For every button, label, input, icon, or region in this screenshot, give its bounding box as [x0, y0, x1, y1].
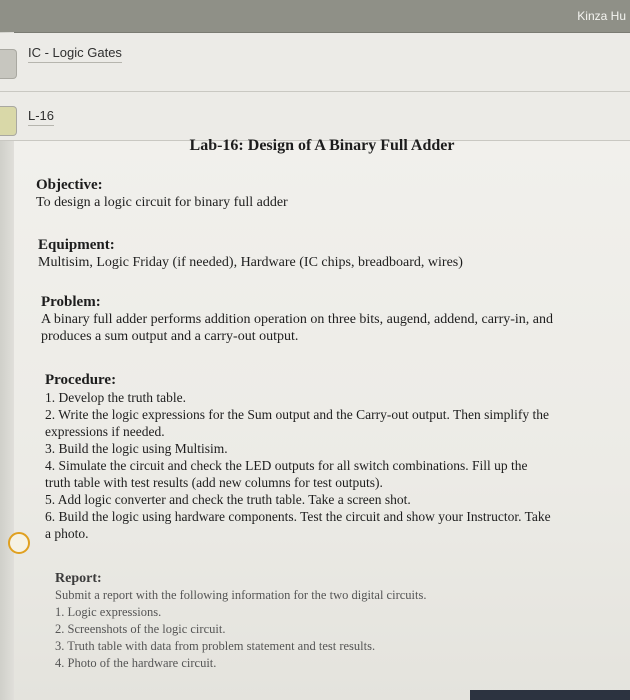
taskbar-strip — [470, 690, 630, 700]
nav-item-label[interactable]: L-16 — [28, 108, 54, 126]
report-intro: Submit a report with the following information for the two digital circuits. — [55, 588, 427, 602]
nav-item-l16[interactable] — [0, 92, 630, 141]
page-icon — [0, 106, 17, 136]
problem-heading: Problem: — [41, 294, 101, 310]
problem-section — [41, 294, 553, 345]
problem-line: A binary full adder performs addition operation on three bits, augend, addend, carry-in, and — [41, 312, 554, 327]
procedure-step: truth table with test results (add new columns for test outputs). — [45, 475, 383, 490]
equipment-text: Multisim, Logic Friday (if needed), Hardware (IC chips, breadboard, wires) — [38, 255, 463, 270]
procedure-step: 5. Add logic converter and check the truth table. Take a screen shot. — [45, 492, 411, 507]
equipment-heading: Equipment: — [38, 237, 115, 253]
procedure-step: 2. Write the logic expressions for the Sum output and the Carry-out output. Then simplify the — [45, 407, 550, 422]
procedure-step: 1. Develop the truth table. — [45, 390, 186, 405]
procedure-step: a photo. — [45, 526, 89, 541]
equipment-section — [38, 237, 463, 271]
page-title: Lab-16: Design of A Binary Full Adder — [189, 137, 455, 154]
report-section — [55, 570, 426, 672]
procedure-section — [45, 372, 551, 542]
procedure-step: 3. Build the logic using Multisim. — [45, 441, 228, 456]
objective-section — [36, 177, 288, 211]
nav-item-ic-logic-gates[interactable] — [0, 33, 630, 92]
report-item: 4. Photo of the hardware circuit. — [55, 656, 217, 670]
procedure-step: expressions if needed. — [45, 424, 165, 439]
report-heading: Report: — [55, 571, 102, 586]
procedure-heading: Procedure: — [45, 372, 117, 388]
objective-text: To design a logic circuit for binary full adder — [36, 195, 288, 210]
user-name[interactable]: Kinza Hu — [577, 9, 626, 23]
problem-line: produces a sum output and a carry-out output. — [41, 329, 299, 344]
report-item: 3. Truth table with data from problem statement and test results. — [55, 639, 376, 653]
procedure-step: 6. Build the logic using hardware components. Test the circuit and show your Instructor. Take — [45, 509, 551, 524]
report-item: 2. Screenshots of the logic circuit. — [55, 622, 226, 636]
report-item: 1. Logic expressions. — [55, 605, 162, 619]
objective-heading: Objective: — [36, 177, 103, 193]
side-marker-icon — [8, 532, 30, 554]
module-icon — [0, 49, 17, 79]
nav-item-label[interactable]: IC - Logic Gates — [28, 45, 122, 63]
top-bar — [0, 0, 630, 33]
document-content — [14, 137, 630, 700]
procedure-step: 4. Simulate the circuit and check the LED outputs for all switch combinations. Fill up the — [45, 458, 528, 473]
